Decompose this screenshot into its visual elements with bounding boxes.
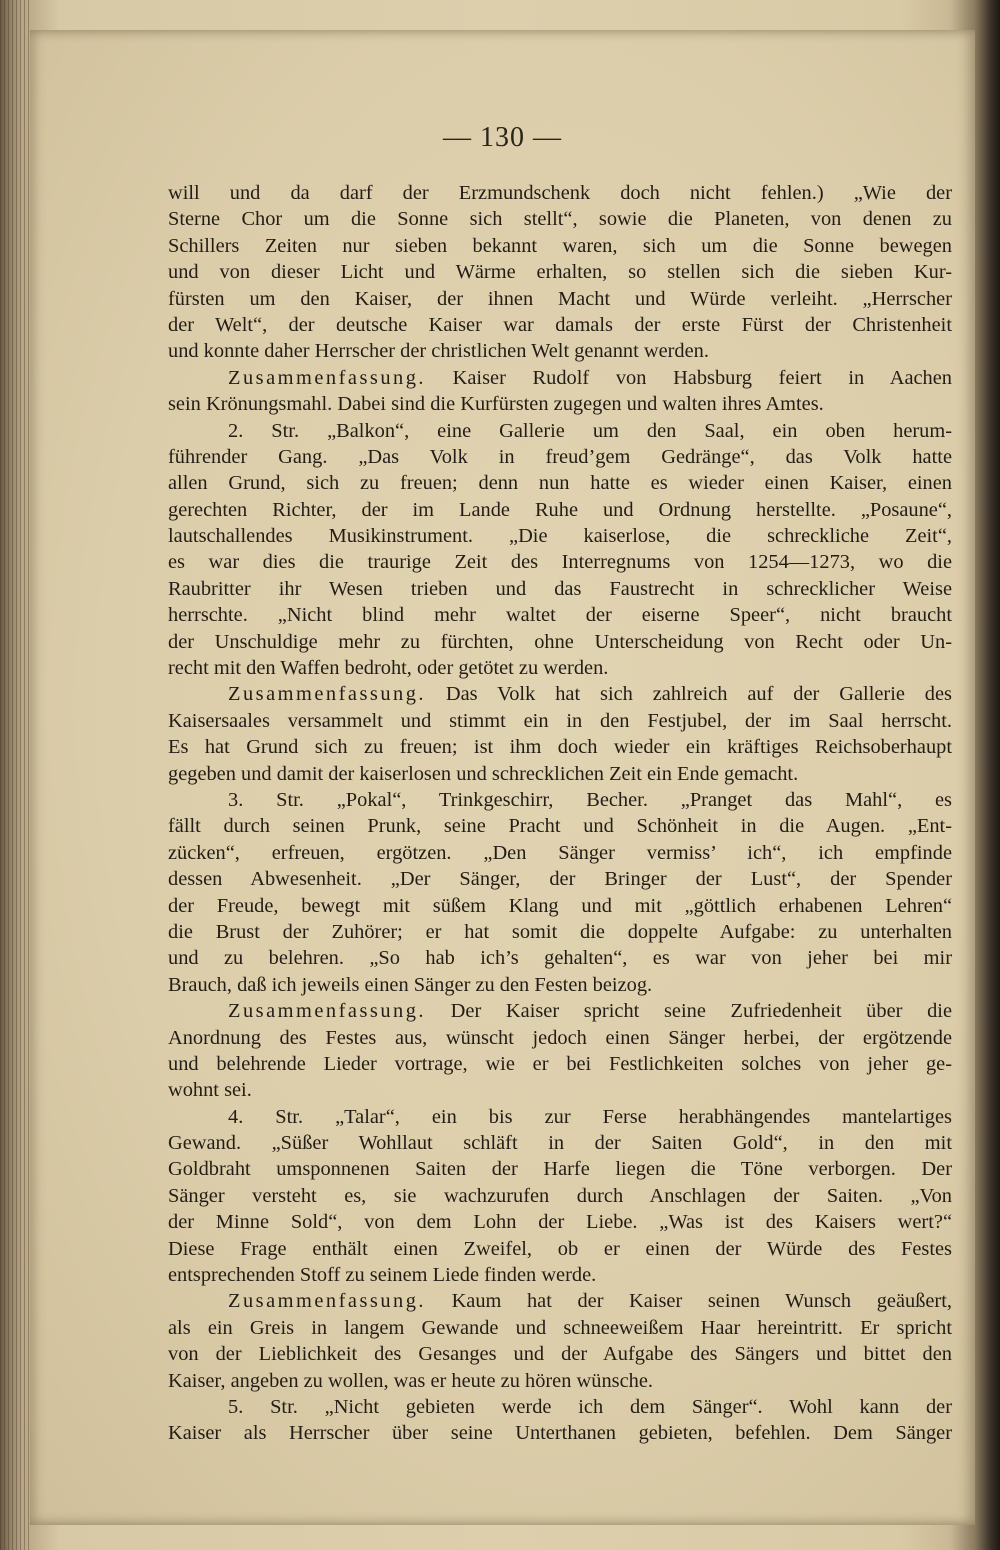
text-line: will und da darf der Erzmundschenk doch nicht fehlen.) „Wie der: [168, 182, 952, 204]
page-number: — 130 —: [443, 122, 562, 153]
text-line: entsprechenden Stoff zu seinem Liede finden werde.: [168, 1264, 597, 1287]
text-line: [168, 365, 952, 391]
text-line: und konnte daher Herrscher der christlichen Welt genannt werden.: [168, 340, 709, 363]
text-line: wohnt sei.: [168, 1079, 252, 1102]
text-line-rest: Der Kaiser spricht seine Zufriedenheit über die: [426, 1000, 952, 1023]
text-line-rest: Kaum hat der Kaiser seinen Wunsch geäußert,: [426, 1290, 952, 1313]
text-line: als ein Greis in langem Gewande und schneeweißem Haar hereintritt. Er spricht: [168, 1316, 952, 1339]
text-line: Gewand. „Süßer Wohllaut schläft in der Saiten Gold“, in den mit: [168, 1132, 952, 1155]
text-line: gerechten Richter, der im Lande Ruhe und Ordnung herstellte. „Posaune“,: [168, 498, 952, 521]
text-line: zücken“, erfreuen, ergötzen. „Den Sänger vermiss’ ich“, ich empfinde: [168, 841, 952, 864]
text-line: Brauch, daß ich jeweils einen Sänger zu den Festen beizog.: [168, 973, 653, 996]
text-line: allen Grund, sich zu freuen; denn nun hatte es wieder einen Kaiser, einen: [168, 472, 952, 495]
text-line: recht mit den Waffen bedroht, oder getötet zu werden.: [168, 657, 609, 680]
text-line: 4. Str. „Talar“, ein bis zur Ferse herabhängendes mantelartiges: [228, 1105, 952, 1128]
text-line: Kaiser, angeben zu wollen, was er heute zu hören wünsche.: [168, 1369, 653, 1392]
summary-heading: Zusammenfassung.: [228, 1290, 426, 1313]
text-line: Kaisersaales versammelt und stimmt ein in den Festjubel, der im Saal herrscht.: [168, 709, 952, 732]
body-text: [168, 180, 952, 1447]
text-line: es war dies die traurige Zeit des Interregnums von 1254—1273, wo die: [168, 551, 952, 574]
page-sheet: [30, 30, 975, 1525]
text-line: Es hat Grund sich zu freuen; ist ihm doch wieder ein kräftiges Reichsoberhaupt: [168, 736, 952, 759]
text-line: gegeben und damit der kaiserlosen und schrecklichen Zeit ein Ende gemacht.: [168, 762, 799, 785]
book-gutter: [0, 0, 30, 1550]
text-line: dessen Abwesenheit. „Der Sänger, der Bringer der Lust“, der Spender: [168, 868, 952, 891]
text-line-rest: Das Volk hat sich zahlreich auf der Gallerie des: [426, 683, 952, 706]
text-line: [168, 998, 952, 1024]
text-line: fürsten um den Kaiser, der ihnen Macht und Würde verleiht. „Herrscher: [168, 287, 952, 310]
text-line: der Unschuldige mehr zu fürchten, ohne Unterscheidung von Recht oder Un-: [168, 630, 952, 653]
text-line: Sänger versteht es, sie wachzurufen durch Anschlagen der Saiten. „Von: [168, 1184, 952, 1207]
summary-heading: Zusammenfassung.: [228, 683, 426, 706]
text-line: herrschte. „Nicht blind mehr waltet der eiserne Speer“, nicht braucht: [168, 604, 952, 627]
text-line: fällt durch seinen Prunk, seine Pracht und Schönheit in die Augen. „Ent-: [168, 815, 952, 838]
text-line: sein Krönungsmahl. Dabei sind die Kurfürsten zugegen und walten ihres Amtes.: [168, 393, 824, 416]
text-line: Goldbraht umsponnenen Saiten der Harfe liegen die Töne verborgen. Der: [168, 1158, 952, 1181]
text-line: Diese Frage enthält einen Zweifel, ob er einen der Würde des Festes: [168, 1237, 952, 1260]
text-line: 5. Str. „Nicht gebieten werde ich dem Sänger“. Wohl kann der: [228, 1395, 952, 1418]
text-line: die Brust der Zuhörer; er hat somit die doppelte Aufgabe: zu unterhalten: [168, 920, 952, 943]
text-line: Raubritter ihr Wesen trieben und das Faustrecht in schrecklicher Weise: [168, 577, 952, 600]
text-line: und von dieser Licht und Wärme erhalten, so stellen sich die sieben Kur-: [168, 261, 952, 284]
text-line: lautschallendes Musikinstrument. „Die kaiserlose, die schreckliche Zeit“,: [168, 525, 952, 548]
text-line: führender Gang. „Das Volk in freud’gem Gedränge“, das Volk hatte: [168, 445, 952, 468]
text-line: [168, 681, 952, 707]
text-line: Anordnung des Festes aus, wünscht jedoch einen Sänger herbei, der ergötzende: [168, 1026, 952, 1049]
text-line: Sterne Chor um die Sonne sich stellt“, sowie die Planeten, von denen zu: [168, 208, 952, 231]
summary-heading: Zusammenfassung.: [228, 1000, 426, 1023]
text-line: 3. Str. „Pokal“, Trinkgeschirr, Becher. „Pranget das Mahl“, es: [228, 788, 952, 811]
text-line: Schillers Zeiten nur sieben bekannt waren, sich um die Sonne bewegen: [168, 234, 952, 257]
summary-heading: Zusammenfassung.: [228, 366, 426, 389]
text-line: [168, 1288, 952, 1314]
text-line: von der Lieblichkeit des Gesanges und der Aufgabe des Sängers und bittet den: [168, 1343, 952, 1366]
text-line: der Freude, bewegt mit süßem Klang und mit „göttlich erhabenen Lehren“: [168, 894, 952, 917]
text-line: Kaiser als Herrscher über seine Unterthanen gebieten, befehlen. Dem Sänger: [168, 1422, 952, 1445]
text-line: 2. Str. „Balkon“, eine Gallerie um den Saal, ein oben herum-: [228, 419, 952, 442]
text-line: der Minne Sold“, von dem Lohn der Liebe. „Was ist des Kaisers wert?“: [168, 1211, 952, 1234]
text-line: und zu belehren. „So hab ich’s gehalten“, es war von jeher bei mir: [168, 947, 952, 970]
text-line-rest: Kaiser Rudolf von Habsburg feiert in Aachen: [426, 366, 952, 389]
text-line: der Welt“, der deutsche Kaiser war damals der erste Fürst der Christenheit: [168, 313, 952, 336]
text-line: und belehrende Lieder vortrage, wie er bei Festlichkeiten solches von jeher ge-: [168, 1052, 952, 1075]
